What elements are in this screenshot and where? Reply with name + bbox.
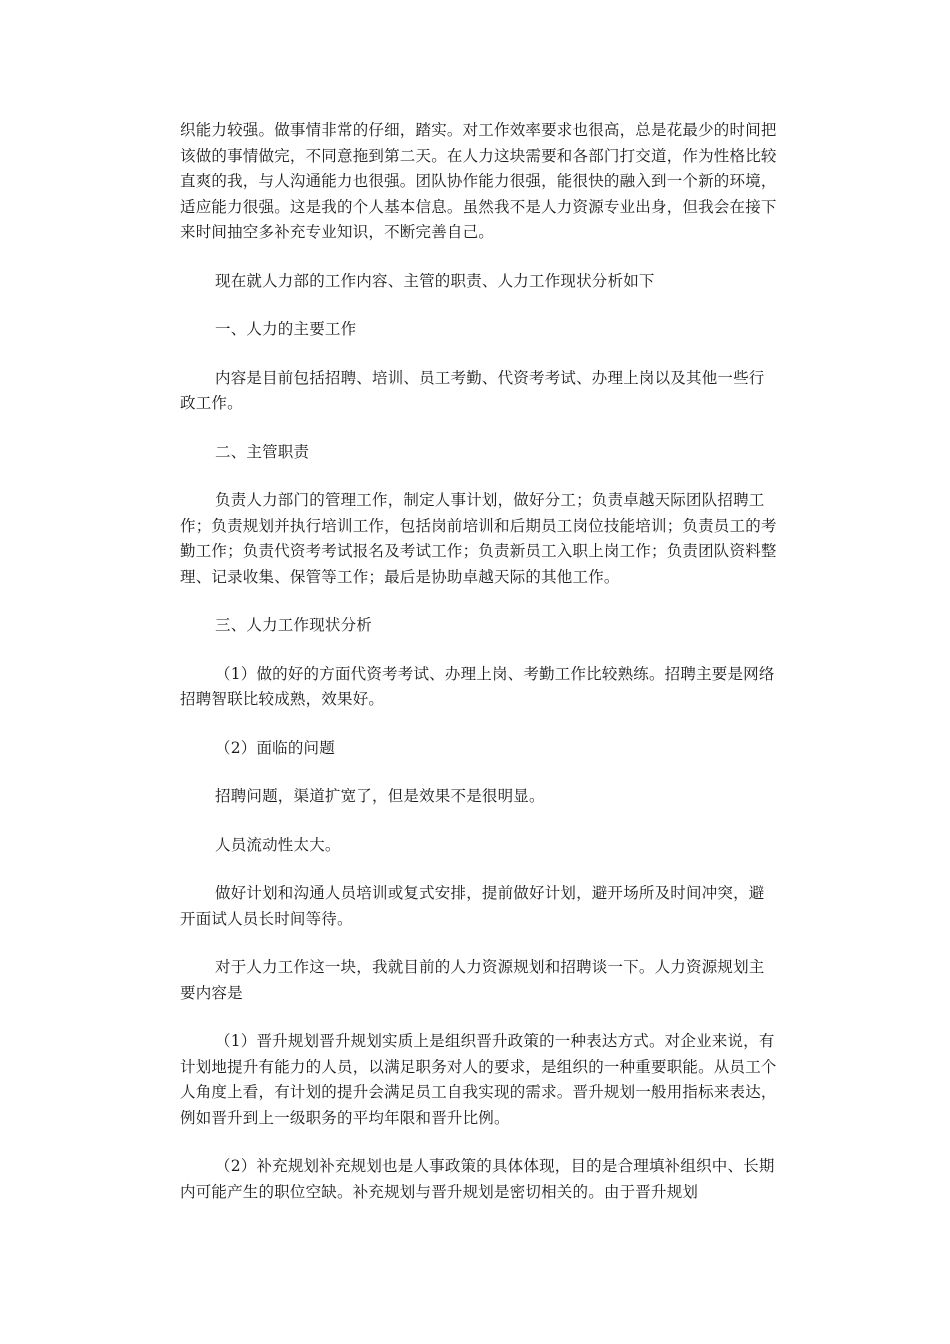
paragraph-responsibilities: 负责人力部门的管理工作，制定人事计划，做好分工；负责卓越天际团队招聘工作；负责规划并执行培训工作，包括岗前培训和后期员工岗位技能培训；负责员工的考勤工作；负责代资考考试报名及考试工作；负责新员工入职上岗工作；负责团队资料整理、记录收集、保管等工作；最后是协助卓越天际的其他工作。 [180,491,777,586]
paragraph-turnover-problem: 人员流动性太大。 [215,835,341,854]
paragraph-recruitment-problem: 招聘问题，渠道扩宽了，但是效果不是很明显。 [215,787,545,805]
heading-responsibilities: 二、主管职责 [215,442,310,461]
paragraph-hr-planning-intro: 对于人力工作这一块，我就目前的人力资源规划和招聘谈一下。人力资源规划主要内容是 [180,958,765,1002]
paragraph-promotion-plan: （1）晋升规划晋升规划实质上是组织晋升政策的一种表达方式。对企业来说，有计划地提升有能力的人员，以满足职务对人的要求，是组织的一种重要职能。从员工个人角度上看，有计划的提升会满足员工自我实现的需求。晋升规划一般用指标来表达，例如晋升到上一级职务的平均年限和晋升比例。 [180,1032,777,1127]
paragraph-strengths: （1）做的好的方面代资考考试、办理上岗、考勤工作比较熟练。招聘主要是网络招聘智联比较成熟，效果好。 [180,664,775,708]
paragraph-planning: 做好计划和沟通人员培训或复式安排，提前做好计划，避开场所及时间冲突，避开面试人员长时间等待。 [180,884,765,928]
heading-status-analysis: 三、人力工作现状分析 [215,616,373,634]
paragraph-personal-info: 织能力较强。做事情非常的仔细，踏实。对工作效率要求也很高，总是花最少的时间把该做的事情做完，不同意拖到第二天。在人力这块需要和各部门打交道，作为性格比较直爽的我，与人沟通能力也很强。团队协作能力很强，能很快的融入到一个新的环境，适应能力很强。这是我的个人基本信息。虽然我不是人力资源专业出身，但我会在接下来时间抽空多补充专业知识，不断完善自己。 [180,121,777,241]
heading-problems: （2）面临的问题 [215,738,335,757]
paragraph-analysis-intro: 现在就人力部的工作内容、主管的职责、人力工作现状分析如下 [215,271,655,290]
document-page [180,118,780,1205]
heading-main-work: 一、人力的主要工作 [215,320,357,338]
paragraph-supplement-plan: （2）补充规划补充规划也是人事政策的具体体现，目的是合理填补组织中、长期内可能产生的职位空缺。补充规划与晋升规划是密切相关的。由于晋升规划 [180,1157,775,1201]
paragraph-main-work: 内容是目前包括招聘、培训、员工考勤、代资考考试、办理上岗以及其他一些行政工作。 [180,368,765,412]
